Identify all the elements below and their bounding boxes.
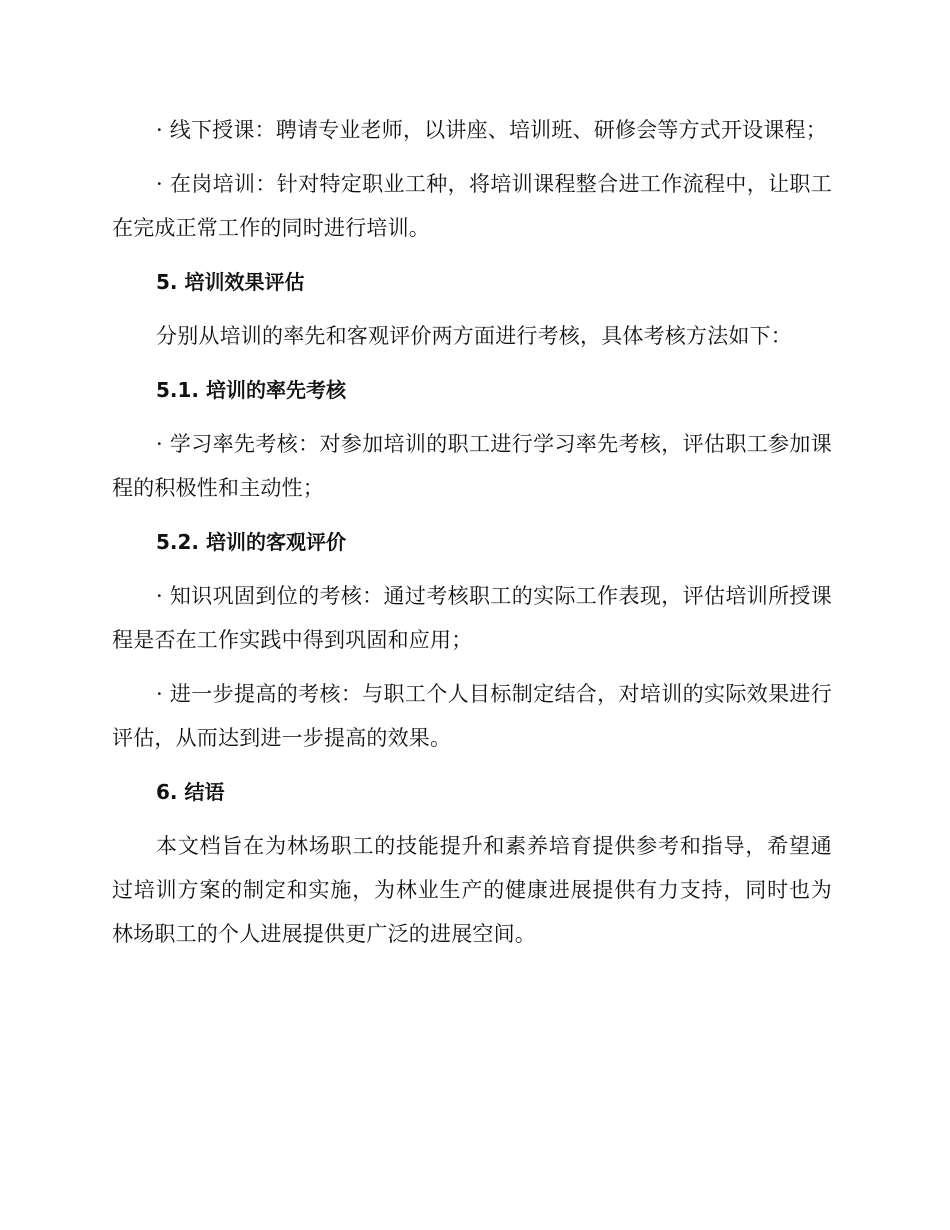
paragraph-offline-teaching: · 线下授课：聘请专业老师，以讲座、培训班、研修会等方式开设课程； — [156, 118, 827, 142]
paragraph-on-the-job-training: · 在岗培训：针对特定职业工种，将培训课程整合进工作流程中，让职工在完成正常工作的同时进行培训。 — [112, 172, 832, 240]
paragraph-knowledge-consolidation: · 知识巩固到位的考核：通过考核职工的实际工作表现，评估培训所授课程是否在工作实践中得到巩固和应用； — [112, 584, 832, 652]
heading-conclusion: 6. 结语 — [156, 780, 225, 804]
paragraph-evaluation-intro: 分别从培训的率先和客观评价两方面进行考核，具体考核方法如下： — [156, 324, 792, 348]
paragraph-conclusion: 本文档旨在为林场职工的技能提升和素养培育提供参考和指导，希望通过培训方案的制定和实施，为林业生产的健康进展提供有力支持，同时也为林场职工的个人进展提供更广泛的进展空间。 — [112, 834, 832, 946]
document-page — [112, 108, 832, 966]
heading-training-effect-evaluation: 5. 培训效果评估 — [156, 270, 305, 294]
heading-lead-assessment: 5.1. 培训的率先考核 — [156, 378, 346, 402]
heading-objective-evaluation: 5.2. 培训的客观评价 — [156, 530, 346, 554]
paragraph-further-improvement: · 进一步提高的考核：与职工个人目标制定结合，对培训的实际效果进行评估，从而达到进一步提高的效果。 — [112, 682, 832, 750]
paragraph-learning-assessment: · 学习率先考核：对参加培训的职工进行学习率先考核，评估职工参加课程的积极性和主动性； — [112, 432, 832, 500]
